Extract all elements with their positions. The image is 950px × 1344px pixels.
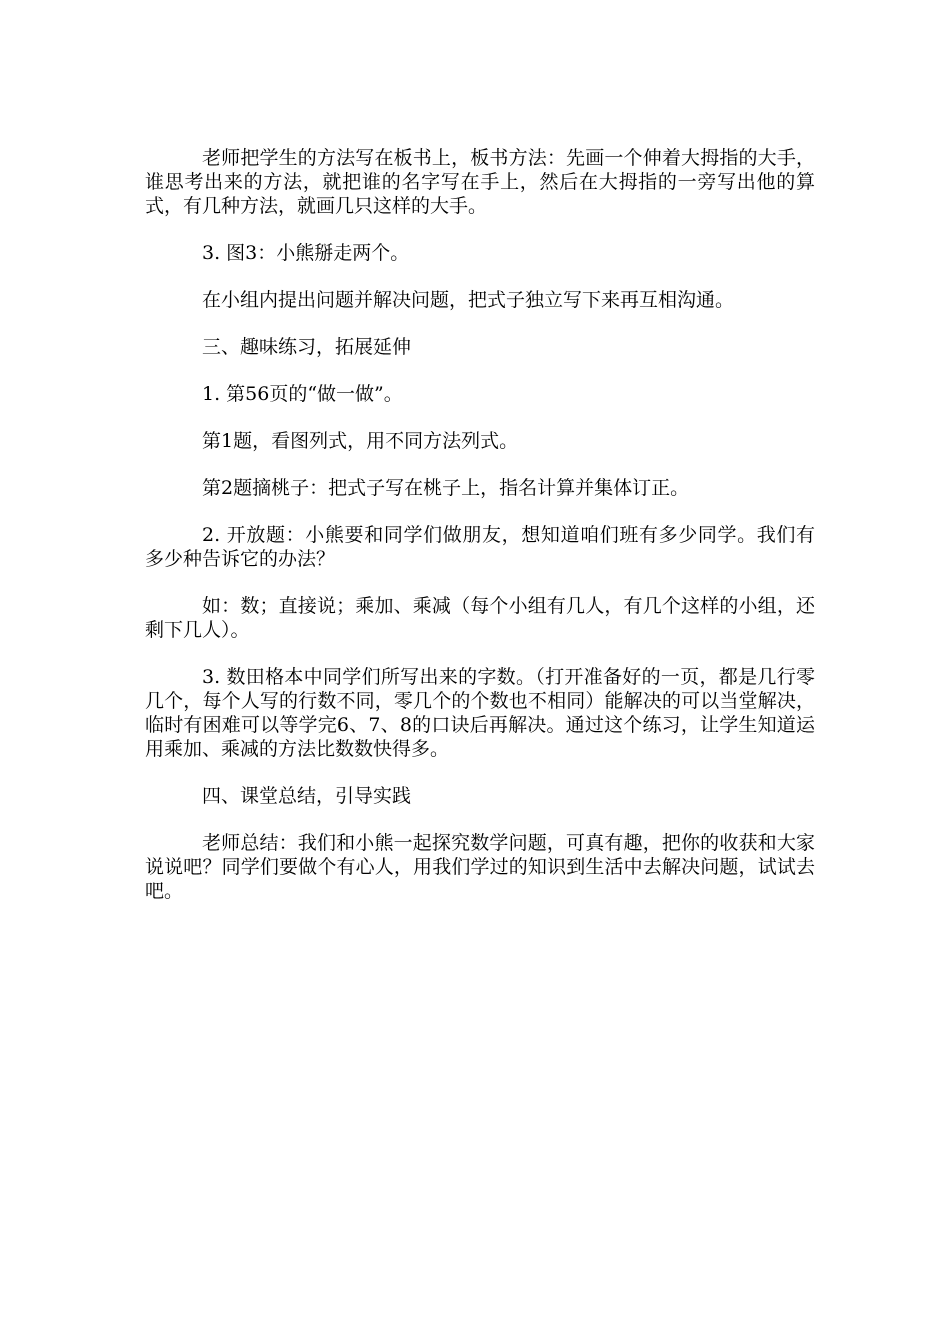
paragraph-question-1: 第1题，看图列式，用不同方法列式。: [202, 430, 519, 452]
paragraph-group-discussion: 在小组内提出问题并解决问题，把式子独立写下来再互相沟通。: [202, 289, 735, 311]
paragraph-question-2: 第2题摘桃子：把式子写在桃子上，指名计算并集体订正。: [202, 477, 690, 499]
section-heading-summary: 四、课堂总结，引导实践: [202, 785, 412, 807]
paragraph-open-question: 2. 开放题：小熊要和同学们做朋友，想知道咱们班有多少同学。我们有多少种告诉它的办法？: [145, 524, 815, 570]
paragraph-exercise-1: 1. 第56页的“做一做”。: [202, 383, 403, 405]
section-heading-practice: 三、趣味练习，拓展延伸: [202, 336, 412, 358]
paragraph-board-method: 老师把学生的方法写在板书上，板书方法：先画一个伸着大拇指的大手，谁思考出来的方法，就把谁的名字写在手上，然后在大拇指的一旁写出他的算式，有几种方法，就画几只这样的大手。: [145, 147, 815, 217]
paragraph-example-answers: 如：数；直接说；乘加、乘减（每个小组有几人，有几个这样的小组，还剩下几人）。: [145, 595, 815, 641]
paragraph-figure-3: 3. 图3：小熊掰走两个。: [202, 242, 410, 264]
document-body: [145, 146, 815, 926]
paragraph-teacher-summary: 老师总结：我们和小熊一起探究数学问题，可真有趣，把你的收获和大家说说吧？同学们要做个有心人，用我们学过的知识到生活中去解决问题，试试去吧。: [145, 832, 815, 902]
paragraph-count-characters: 3. 数田格本中同学们所写出来的字数。（打开准备好的一页，都是几行零几个，每个人写的行数不同，零几个的个数也不相同）能解决的可以当堂解决，临时有困难可以等学完6、7、8的口诀后再解决。通过这个练习，让学生知道运用乘加、乘减的方法比数数快得多。: [145, 666, 815, 760]
